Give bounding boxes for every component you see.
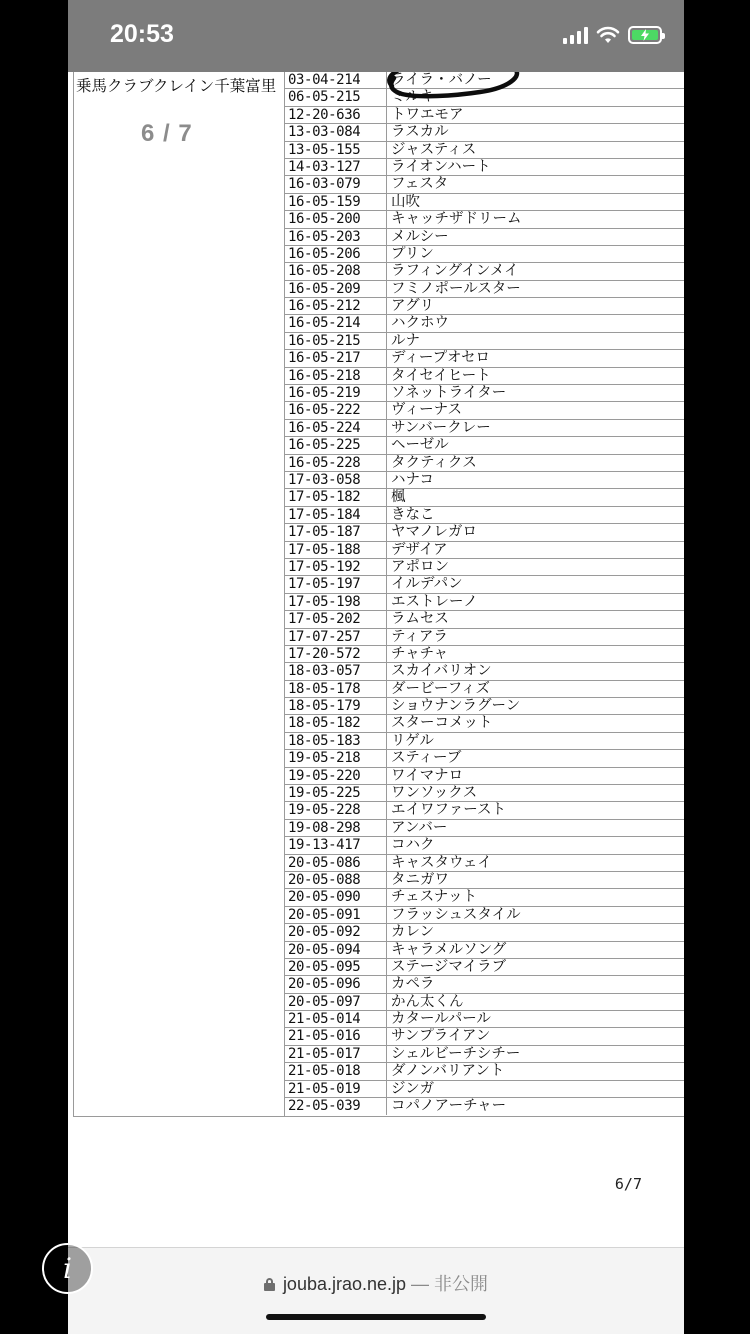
- horse-name: ライラ・バノー: [391, 72, 492, 88]
- horse-name: コハク: [391, 837, 435, 854]
- horse-name: タニガワ: [391, 871, 449, 888]
- horse-code: 16-05-222: [285, 402, 387, 418]
- horse-code: 20-05-097: [285, 994, 387, 1010]
- horse-code: 21-05-019: [285, 1081, 387, 1097]
- table-row: [285, 176, 684, 193]
- table-row: [285, 750, 684, 767]
- table-row: [285, 802, 684, 819]
- table-row: [285, 489, 684, 506]
- horse-code: 20-05-094: [285, 942, 387, 958]
- table-row: [285, 889, 684, 906]
- horse-name: カタールパール: [391, 1011, 491, 1028]
- horse-name: タクティクス: [391, 454, 477, 471]
- club-name: 乗馬クラブクレイン千葉富里: [76, 77, 277, 95]
- horse-code: 16-05-228: [285, 455, 387, 471]
- horse-name: ソネットライター: [391, 385, 507, 402]
- table-row: [285, 715, 684, 732]
- horse-name: フェスタ: [391, 176, 449, 193]
- horse-code: 17-03-058: [285, 472, 387, 488]
- horse-code: 17-07-257: [285, 629, 387, 645]
- table-row: [285, 959, 684, 976]
- horse-name: ヘーゼル: [391, 437, 449, 454]
- horse-name: アグリ: [391, 298, 435, 315]
- table-row: [285, 263, 684, 280]
- horse-code: 18-05-183: [285, 733, 387, 749]
- horse-name: ライオンハート: [391, 158, 491, 175]
- horse-name: ティアラ: [391, 628, 448, 645]
- horse-code: 21-05-016: [285, 1028, 387, 1044]
- horse-code: 16-05-214: [285, 315, 387, 331]
- horse-code: 20-05-092: [285, 924, 387, 940]
- table-row: [285, 1063, 684, 1080]
- table-row: [285, 524, 684, 541]
- table-row: [285, 298, 684, 315]
- horse-code: 17-05-202: [285, 611, 387, 627]
- table-row: [285, 663, 684, 680]
- horse-code: 12-20-636: [285, 107, 387, 123]
- horse-code: 20-05-090: [285, 889, 387, 905]
- horse-code: 17-05-192: [285, 559, 387, 575]
- horse-name: タイセイヒート: [391, 367, 491, 384]
- horse-code: 13-05-155: [285, 142, 387, 158]
- table-row: [285, 576, 684, 593]
- horse-code: 16-05-203: [285, 229, 387, 245]
- table-row: [285, 472, 684, 489]
- horse-name: エイワファースト: [391, 802, 506, 819]
- table-row: [285, 942, 684, 959]
- horse-code: 16-05-224: [285, 420, 387, 436]
- horse-code: 06-05-215: [285, 89, 387, 105]
- horse-name: ラスカル: [391, 124, 449, 141]
- horse-name: 楓: [391, 489, 406, 506]
- table-row: [285, 455, 684, 472]
- hand-drawn-circle-annotation: [380, 72, 525, 106]
- horse-code: 19-05-218: [285, 750, 387, 766]
- table-row: [285, 211, 684, 228]
- horse-code: 18-05-179: [285, 698, 387, 714]
- horse-name: ヴィーナス: [391, 402, 463, 419]
- lock-icon: [264, 1278, 275, 1291]
- table-row: [285, 994, 684, 1011]
- horse-code: 17-05-182: [285, 489, 387, 505]
- horse-name: ショウナンラグーン: [391, 698, 521, 715]
- table-row: [285, 855, 684, 872]
- status-bar: [68, 0, 684, 72]
- table-row: [285, 350, 684, 367]
- horse-name: きなこ: [391, 506, 435, 523]
- horse-code: 19-05-225: [285, 785, 387, 801]
- info-icon: i: [63, 1252, 72, 1285]
- table-row: [285, 924, 684, 941]
- table-row: [285, 1098, 684, 1115]
- horse-code: 20-05-086: [285, 855, 387, 871]
- horse-code: 16-05-206: [285, 246, 387, 262]
- horse-code: 17-05-187: [285, 524, 387, 540]
- horse-name: ハナコ: [391, 471, 434, 488]
- table-row: [285, 368, 684, 385]
- table-row: [285, 768, 684, 785]
- table-row: [285, 159, 684, 176]
- horse-name: イルデパン: [391, 576, 463, 593]
- horse-name: カレン: [391, 924, 435, 941]
- footer-page-number: 6/7: [614, 1175, 642, 1193]
- horse-name: スカイバリオン: [391, 663, 492, 680]
- horse-code: 19-05-220: [285, 768, 387, 784]
- horse-name: ワンソックス: [391, 785, 478, 802]
- horse-code: 16-05-212: [285, 298, 387, 314]
- horse-name: フミノポールスター: [391, 280, 521, 297]
- horse-name: ハクホウ: [391, 315, 449, 332]
- battery-charging-icon: [628, 26, 662, 44]
- club-cell: [73, 72, 285, 1117]
- horse-code: 17-05-197: [285, 576, 387, 592]
- horse-code: 18-05-182: [285, 715, 387, 731]
- horse-name: ラフィングインメイ: [391, 263, 519, 280]
- home-indicator[interactable]: [266, 1314, 486, 1320]
- horse-code: 13-03-084: [285, 124, 387, 140]
- horse-code: 19-05-228: [285, 802, 387, 818]
- horse-code: 22-05-039: [285, 1098, 387, 1115]
- horse-code: 20-05-096: [285, 976, 387, 992]
- table-row: [285, 1028, 684, 1045]
- table-row: [285, 246, 684, 263]
- horse-name: 山吹: [391, 193, 420, 210]
- horse-code: 17-20-572: [285, 646, 387, 662]
- browser-bottom-bar: [68, 1247, 684, 1334]
- table-row: [285, 385, 684, 402]
- table-row: [285, 629, 684, 646]
- horse-name: ルナ: [391, 332, 420, 349]
- table-row: [285, 594, 684, 611]
- horse-name: ステージマイラブ: [391, 958, 507, 975]
- horse-name: チェスナット: [391, 889, 477, 906]
- horse-name: ジャスティス: [391, 141, 477, 158]
- table-row: [285, 107, 684, 124]
- horse-code: 19-13-417: [285, 837, 387, 853]
- table-row: [285, 1011, 684, 1028]
- horse-code: 16-05-200: [285, 211, 387, 227]
- horse-code: 20-05-088: [285, 872, 387, 888]
- table-row: [285, 1081, 684, 1098]
- status-time: 20:53: [110, 20, 174, 48]
- table-row: [285, 681, 684, 698]
- horse-name: キャスタウェイ: [391, 854, 492, 871]
- horse-name: スティーブ: [391, 750, 462, 767]
- horse-name: コパノアーチャー: [391, 1098, 507, 1115]
- horse-name: サンバークレー: [391, 419, 491, 436]
- info-button[interactable]: [42, 1243, 93, 1294]
- table-row: [285, 124, 684, 141]
- url-text: jouba.jrao.ne.jp: [282, 1274, 407, 1294]
- horse-code: 14-03-127: [285, 159, 387, 175]
- horse-name: スターコメット: [391, 715, 493, 732]
- horse-name: プリン: [391, 245, 434, 262]
- horse-name: メルシー: [391, 228, 449, 245]
- horse-name: フラッシュスタイル: [391, 906, 521, 923]
- horse-name: トワエモア: [391, 106, 464, 123]
- table-row: [285, 976, 684, 993]
- table-row: [285, 646, 684, 663]
- page-indicator-overlay: 6 / 7: [141, 120, 193, 147]
- horse-name: ヤマノレガロ: [391, 524, 477, 541]
- table-row: [285, 402, 684, 419]
- table-row: [285, 229, 684, 246]
- table-row: [285, 820, 684, 837]
- horse-code: 17-05-188: [285, 542, 387, 558]
- horse-code: 16-05-225: [285, 437, 387, 453]
- horse-name: ディープオセロ: [391, 350, 491, 367]
- table-row: [285, 907, 684, 924]
- wifi-icon: [596, 26, 620, 44]
- horse-name: エストレーノ: [391, 593, 478, 610]
- table-row: [285, 1046, 684, 1063]
- table-row: [285, 542, 684, 559]
- horse-code: 21-05-017: [285, 1046, 387, 1062]
- horse-code: 16-05-217: [285, 350, 387, 366]
- horse-code: 20-05-091: [285, 907, 387, 923]
- horse-code: 21-05-014: [285, 1011, 387, 1027]
- privacy-label: — 非公開: [406, 1274, 489, 1294]
- horse-name: キャッチザドリーム: [391, 211, 522, 228]
- horse-name: かん太くん: [391, 993, 464, 1010]
- horse-code: 20-05-095: [285, 959, 387, 975]
- horse-code: 17-05-184: [285, 507, 387, 523]
- status-icons: [563, 26, 662, 44]
- url-bar[interactable]: [68, 1270, 684, 1296]
- table-row: [285, 507, 684, 524]
- horse-name: シェルビーチシチー: [391, 1045, 521, 1062]
- table-row: [285, 281, 684, 298]
- table-row: [285, 315, 684, 332]
- horse-name: チャチャ: [391, 645, 449, 662]
- horse-name: アポロン: [391, 558, 449, 575]
- horse-code: 16-05-208: [285, 263, 387, 279]
- table-row: [285, 698, 684, 715]
- table-row: [285, 611, 684, 628]
- horse-code: 03-04-214: [285, 72, 387, 88]
- horse-name: ワイマナロ: [391, 767, 464, 784]
- horse-name: デザイア: [391, 541, 448, 558]
- horse-code: 16-05-215: [285, 333, 387, 349]
- horse-name: リゲル: [391, 732, 434, 749]
- horse-name: ミルキ: [391, 89, 435, 106]
- table-row: [285, 872, 684, 889]
- horse-code: 16-05-209: [285, 281, 387, 297]
- horse-name: サンプライアン: [391, 1028, 491, 1045]
- horse-name: カペラ: [391, 976, 435, 993]
- table-row: [285, 733, 684, 750]
- horse-code: 16-05-219: [285, 385, 387, 401]
- horse-code: 16-05-218: [285, 368, 387, 384]
- horse-code: 18-05-178: [285, 681, 387, 697]
- pdf-document-view[interactable]: [68, 72, 684, 1247]
- horse-name: ダノンバリアント: [391, 1063, 505, 1080]
- signal-bars-icon: [563, 26, 588, 44]
- table-row: [285, 194, 684, 211]
- table-row: [285, 559, 684, 576]
- horse-name: アンバー: [391, 819, 448, 836]
- horse-name: ラムセス: [391, 611, 449, 628]
- horse-code: 16-03-079: [285, 176, 387, 192]
- table-row: [285, 785, 684, 802]
- horse-code: 21-05-018: [285, 1063, 387, 1079]
- horse-table: [285, 72, 684, 1115]
- horse-code: 18-03-057: [285, 663, 387, 679]
- horse-name: ジンガ: [391, 1080, 435, 1097]
- horse-code: 19-08-298: [285, 820, 387, 836]
- phone-screen: [68, 0, 684, 1334]
- horse-code: 16-05-159: [285, 194, 387, 210]
- horse-name: ダービーフィズ: [391, 680, 491, 697]
- table-row: [285, 142, 684, 159]
- table-row: [285, 437, 684, 454]
- horse-code: 17-05-198: [285, 594, 387, 610]
- table-row: [285, 420, 684, 437]
- horse-name: キャラメルソング: [391, 941, 507, 958]
- table-row: [285, 333, 684, 350]
- table-row: [285, 837, 684, 854]
